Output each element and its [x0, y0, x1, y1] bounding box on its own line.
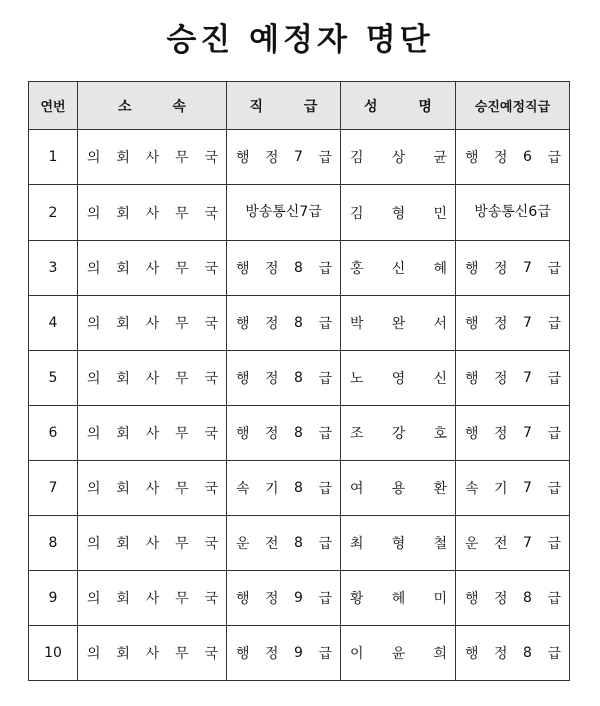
cell-promotion-rank-text: 행 정 7 급 [465, 370, 561, 387]
cell-affiliation [78, 296, 227, 351]
cell-name-text: 김 형 민 [350, 205, 447, 222]
cell-promotion-rank-text: 방송통신6급 [474, 204, 551, 220]
cell-affiliation-text: 의 회 사 무 국 [87, 371, 218, 387]
cell-promotion-rank-text: 운 전 7 급 [465, 535, 561, 552]
cell-name-text: 황 혜 미 [350, 591, 447, 607]
header-affiliation: 소 속 [78, 82, 227, 130]
cell-no: 9 [29, 571, 78, 626]
cell-rank-text: 행 정 8 급 [236, 425, 332, 442]
cell-name [341, 516, 456, 571]
cell-rank [227, 185, 341, 241]
cell-name [341, 461, 456, 516]
cell-affiliation-text: 의 회 사 무 국 [87, 261, 218, 277]
cell-affiliation-text: 의 회 사 무 국 [87, 205, 218, 222]
cell-affiliation-text: 의 회 사 무 국 [87, 481, 218, 497]
cell-affiliation-text: 의 회 사 무 국 [87, 591, 218, 607]
cell-affiliation [78, 351, 227, 406]
cell-affiliation [78, 241, 227, 296]
cell-rank [227, 241, 341, 296]
cell-no: 7 [29, 461, 78, 516]
table-row [29, 185, 570, 241]
cell-affiliation [78, 461, 227, 516]
cell-name [341, 571, 456, 626]
cell-name-text: 이 윤 희 [350, 646, 447, 662]
table-row [29, 461, 570, 516]
table-row [29, 626, 570, 681]
cell-affiliation [78, 406, 227, 461]
cell-name-text: 홍 신 혜 [350, 261, 447, 277]
table-header-row [29, 82, 570, 130]
cell-promotion-rank [456, 461, 570, 516]
header-rank: 직 급 [227, 82, 341, 130]
cell-rank-text: 속 기 8 급 [236, 480, 332, 497]
cell-name-text: 조 강 호 [350, 426, 447, 442]
cell-affiliation-text: 의 회 사 무 국 [87, 536, 218, 552]
cell-rank [227, 626, 341, 681]
cell-affiliation-text: 의 회 사 무 국 [87, 646, 218, 662]
cell-rank-text: 방송통신7급 [245, 204, 322, 220]
cell-affiliation-text: 의 회 사 무 국 [87, 316, 218, 332]
cell-rank-text: 행 정 9 급 [236, 645, 332, 662]
table-row [29, 406, 570, 461]
cell-name [341, 626, 456, 681]
cell-affiliation [78, 571, 227, 626]
cell-promotion-rank-text: 행 정 7 급 [465, 425, 561, 442]
cell-no: 5 [29, 351, 78, 406]
cell-promotion-rank [456, 296, 570, 351]
header-no: 연번 [29, 82, 78, 130]
cell-no: 4 [29, 296, 78, 351]
cell-rank-text: 행 정 8 급 [236, 315, 332, 332]
cell-promotion-rank [456, 185, 570, 241]
cell-affiliation-text: 의 회 사 무 국 [87, 150, 218, 166]
table-row [29, 241, 570, 296]
cell-promotion-rank [456, 571, 570, 626]
table-row [29, 516, 570, 571]
cell-name [341, 406, 456, 461]
cell-promotion-rank-text: 행 정 6 급 [465, 149, 561, 166]
cell-affiliation [78, 626, 227, 681]
cell-no: 2 [29, 185, 78, 241]
header-name: 성 명 [341, 82, 456, 130]
cell-rank [227, 296, 341, 351]
table-body [29, 130, 570, 681]
cell-name-text: 여 용 환 [350, 481, 447, 497]
cell-name-text: 노 영 신 [350, 371, 447, 387]
cell-affiliation-text: 의 회 사 무 국 [87, 426, 218, 442]
cell-name [341, 241, 456, 296]
cell-no: 10 [29, 626, 78, 681]
cell-name [341, 130, 456, 185]
cell-no: 1 [29, 130, 78, 185]
promotion-roster-table [28, 81, 570, 681]
cell-affiliation [78, 130, 227, 185]
cell-promotion-rank-text: 행 정 8 급 [465, 645, 561, 662]
cell-name-text: 김 상 균 [350, 150, 447, 166]
cell-promotion-rank-text: 속 기 7 급 [465, 480, 561, 497]
cell-rank [227, 130, 341, 185]
cell-promotion-rank [456, 351, 570, 406]
cell-no: 3 [29, 241, 78, 296]
cell-rank-text: 운 전 8 급 [236, 535, 332, 552]
cell-affiliation [78, 185, 227, 241]
table-row [29, 130, 570, 185]
cell-rank [227, 351, 341, 406]
cell-promotion-rank [456, 626, 570, 681]
header-promotion-rank: 승진예정직급 [456, 82, 570, 130]
cell-no: 8 [29, 516, 78, 571]
table-row [29, 571, 570, 626]
cell-affiliation [78, 516, 227, 571]
table-row [29, 351, 570, 406]
table-row [29, 296, 570, 351]
cell-rank [227, 406, 341, 461]
page-title: 승진 예정자 명단 [166, 22, 434, 58]
cell-promotion-rank [456, 516, 570, 571]
cell-name-text: 박 완 서 [350, 316, 447, 332]
cell-promotion-rank-text: 행 정 7 급 [465, 315, 561, 332]
cell-promotion-rank-text: 행 정 7 급 [465, 260, 561, 277]
cell-no: 6 [29, 406, 78, 461]
cell-promotion-rank [456, 406, 570, 461]
cell-rank [227, 571, 341, 626]
cell-name [341, 296, 456, 351]
cell-rank [227, 461, 341, 516]
cell-promotion-rank-text: 행 정 8 급 [465, 590, 561, 607]
cell-rank-text: 행 정 7 급 [236, 149, 332, 166]
cell-promotion-rank [456, 130, 570, 185]
cell-name [341, 351, 456, 406]
cell-name [341, 185, 456, 241]
cell-promotion-rank [456, 241, 570, 296]
cell-rank [227, 516, 341, 571]
cell-name-text: 최 형 철 [350, 536, 447, 552]
cell-rank-text: 행 정 8 급 [236, 370, 332, 387]
cell-rank-text: 행 정 8 급 [236, 260, 332, 277]
cell-rank-text: 행 정 9 급 [236, 590, 332, 607]
